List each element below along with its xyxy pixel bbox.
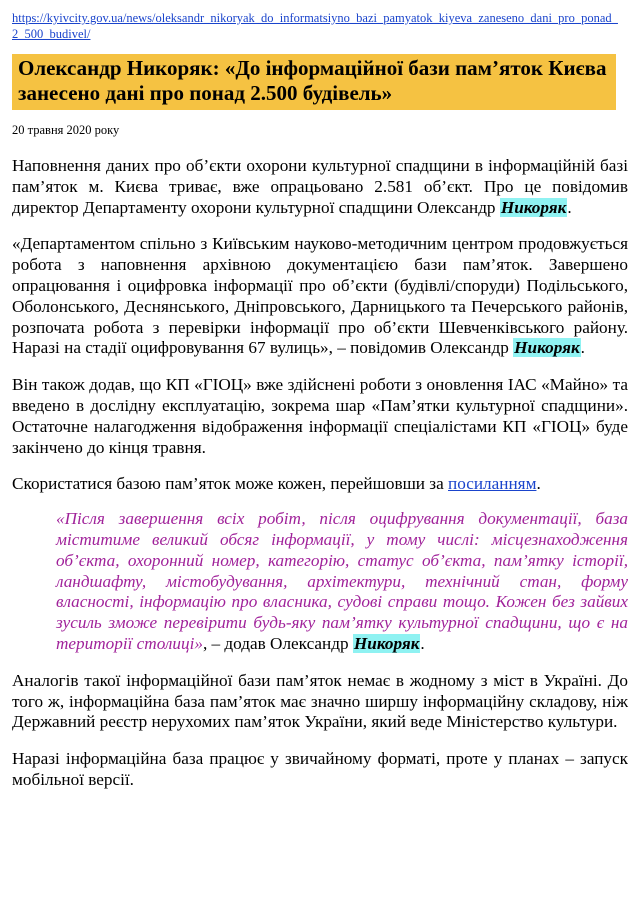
paragraph-1-text: Наповнення даних про об’єкти охорони культурної спадщини в інформаційній базі пам’яток м. Києва триває, вже опрацьовано 2.581 об’єкт. Про це повідомив директор Департаменту охорони культурної спадщини Олександр <box>12 156 628 217</box>
quote-end: . <box>420 633 425 653</box>
highlighted-name: Никоряк <box>353 633 420 653</box>
quote-text: «Після завершення всіх робіт, після оцифрування документації, база міститиме великий обсяг інформації, у тому числі: місцезнаходження об’єкта, охоронний номер, категорію, статус об’єкта, пам’ятку історії, ландшафту, містобудування, архітектури, технічний стан, форму власності, інформацію про власника, судові справи тощо. Кожен без зайвих зусиль зможе перевірити будь-яку пам’ятку культурної спадщини, що є на території столиці» <box>56 509 628 653</box>
article-title: Олександр Никоряк: «До інформаційної бази пам’яток Києва занесено дані про понад 2.500 будівель» <box>18 56 607 105</box>
paragraph-6: Аналогів такої інформаційної бази пам’яток немає в жодному з міст в Україні. До того ж, інформаційна база пам’яток має значно ширшу інформаційну складову, ніж Державний реєстр нерухомих пам’яток України, який веде Міністерство культури. <box>12 670 628 732</box>
paragraph-3: Він також додав, що КП «ГІОЦ» вже здійснені роботи з оновлення ІАС «Майно» та введено в дослідну експлуатацію, зокрема шар «Пам’ятки культурної спадщини». Остаточне налагодження відображення інформації спеціалістами КП «ГІОЦ» буде закінчено до кінця травня. <box>12 375 628 457</box>
database-link[interactable]: посиланням <box>448 474 537 494</box>
paragraph-1 <box>12 156 628 218</box>
title-banner <box>12 54 616 110</box>
highlighted-name: Никоряк <box>514 338 580 358</box>
quote-block <box>56 509 628 655</box>
paragraph-2-text: «Департаментом спільно з Київським науково-методичним центром продовжується робота з наповнення архівною документацією бази пам’яток. Завершено опрацювання і оцифровка інформації про об’єкти (будівлі/споруди) Подільського, Оболонського, Деснянського, Дніпровського, Дарницького та Печерського районів, розпочата робота з перевірки інформації про об’єкти Шевченківського району. Наразі на стадії оцифровування 67 вулиць», – повідомив Олександр <box>12 234 628 358</box>
paragraph-2 <box>12 234 628 359</box>
highlighted-name: Никоряк <box>500 197 567 217</box>
paragraph-4-end: . <box>536 474 541 494</box>
quote-attribution: , – додав Олександр <box>202 633 353 653</box>
paragraph-1-end: . <box>567 197 572 217</box>
paragraph-4 <box>12 474 628 495</box>
paragraph-4-text: Скористатися базою пам’яток може кожен, перейшовши за <box>12 474 449 494</box>
article-date: 20 травня 2020 року <box>12 123 120 137</box>
paragraph-7: Наразі інформаційна база працює у звичайному форматі, проте у планах – запуск мобільної версії. <box>12 749 628 789</box>
paragraph-2-end: . <box>580 338 585 358</box>
source-url-link[interactable]: https://kyivcity.gov.ua/news/oleksandr_nikoryak_do_informatsiyno_bazi_pamyatok_kiyeva_zaneseno_dani_pro_ponad_2_500_budivel/ <box>12 11 618 41</box>
